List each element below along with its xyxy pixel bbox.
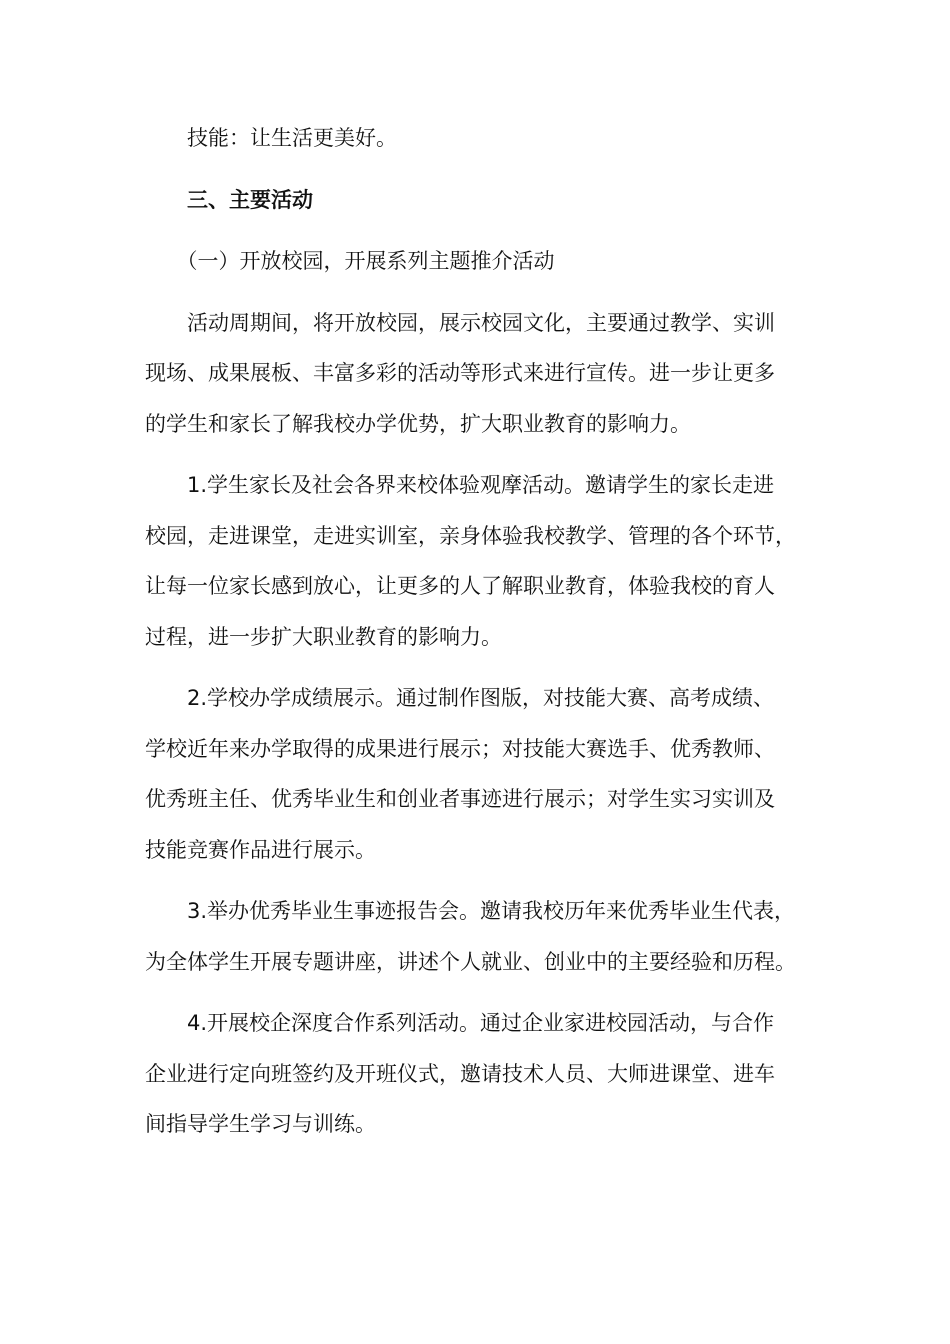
text-line: 三、主要活动	[187, 187, 313, 212]
text-line: 活动周期间，将开放校园，展示校园文化，主要通过教学、实训	[187, 310, 775, 335]
paragraph-item-1	[145, 460, 810, 662]
text-line: 让每一位家长感到放心，让更多的人了解职业教育，体验我校的育人	[145, 574, 775, 598]
paragraph-intro	[145, 113, 810, 164]
text-line: 3.举办优秀毕业生事迹报告会。邀请我校历年来优秀毕业生代表，	[187, 899, 796, 923]
text-line: 校园，走进课堂，走进实训室，亲身体验我校教学、管理的各个环节，	[145, 523, 796, 548]
text-line: 2.学校办学成绩展示。通过制作图版，对技能大赛、高考成绩、	[187, 686, 775, 710]
subsection-heading	[145, 236, 810, 287]
text-line: （一）开放校园，开展系列主题推介活动	[176, 249, 555, 273]
text-line: 优秀班主任、优秀毕业生和创业者事迹进行展示；对学生实习实训及	[145, 787, 775, 811]
text-line: 1.学生家长及社会各界来校体验观摩活动。邀请学生的家长走进	[187, 473, 775, 497]
text-line: 技能竞赛作品进行展示。	[145, 837, 376, 862]
paragraph-item-3	[145, 886, 810, 987]
section-heading	[145, 175, 810, 226]
text-line: 学校近年来办学取得的成果进行展示；对技能大赛选手、优秀教师、	[145, 736, 775, 761]
text-line: 为全体学生开展专题讲座，讲述个人就业、创业中的主要经验和历程。	[145, 949, 796, 974]
paragraph-item-2	[145, 673, 810, 875]
paragraph-item-4	[145, 998, 810, 1150]
text-line: 4.开展校企深度合作系列活动。通过企业家进校园活动，与合作	[187, 1011, 775, 1035]
text-line: 的学生和家长了解我校办学优势，扩大职业教育的影响力。	[145, 411, 691, 436]
paragraph-activity-week	[145, 298, 810, 450]
text-line: 企业进行定向班签约及开班仪式，邀请技术人员、大师进课堂、进车	[145, 1061, 775, 1086]
text-line: 技能：让生活更美好。	[187, 126, 397, 150]
text-line: 过程，进一步扩大职业教育的影响力。	[145, 624, 502, 649]
text-line: 间指导学生学习与训练。	[145, 1112, 376, 1136]
text-line: 现场、成果展板、丰富多彩的活动等形式来进行宣传。进一步让更多	[145, 361, 775, 385]
document-body	[145, 113, 810, 1150]
